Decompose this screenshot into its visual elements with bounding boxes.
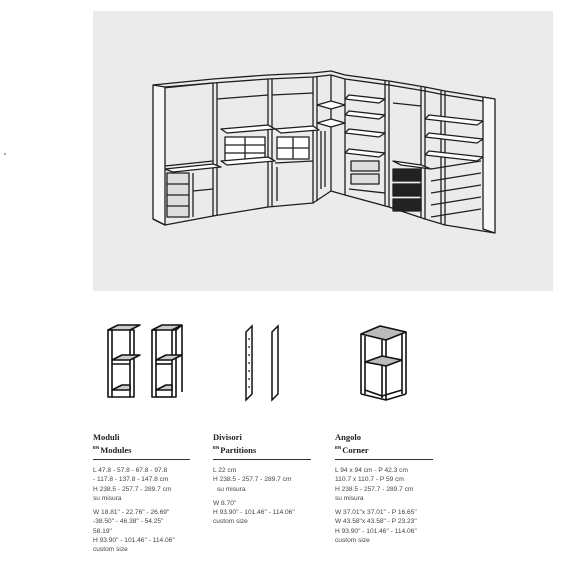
corner-icon <box>358 322 410 407</box>
corner-imperial <box>335 508 433 545</box>
spec-line: - 117.8 - 137.8 - 147.8 cm <box>93 476 169 484</box>
corner-spec-column <box>335 432 433 545</box>
spec-line: H 93.90" - 101.46" - 114.06" <box>93 537 175 545</box>
spec-line: L 22 cm <box>213 467 237 474</box>
partitions-spec-column <box>213 432 311 527</box>
spec-line: H 93.90" - 101.46" - 114.06" <box>213 509 295 517</box>
lang-tag: EN <box>213 445 220 450</box>
modules-title-en <box>93 442 190 456</box>
lang-tag: EN <box>335 445 342 450</box>
spec-line: H 238.5 - 257.7 - 289.7 cm <box>335 485 414 493</box>
spec-line: 58.19" <box>93 527 112 535</box>
modules-metric <box>93 466 190 503</box>
partitions-title-en-text: Partitions <box>220 445 257 455</box>
spec-line: custom size <box>335 537 370 545</box>
spec-line: su misura <box>93 494 122 502</box>
spec-line: H 238.5 - 257.7 - 289.7 cm <box>213 476 292 484</box>
partitions-metric <box>213 466 311 494</box>
stray-mark <box>4 153 6 155</box>
spec-line: custom size <box>213 518 248 526</box>
corner-title-it: Angolo <box>335 432 361 442</box>
partitions-title-it: Divisori <box>213 432 242 442</box>
modules-heading <box>93 432 190 460</box>
partitions-imperial <box>213 499 311 527</box>
spec-line: su misura <box>217 485 246 493</box>
corner-metric <box>335 466 433 503</box>
modules-imperial <box>93 508 190 554</box>
spec-line: L 94 x 94 cm - P 42.3 cm <box>335 467 408 474</box>
spec-line: H 93.90" - 101.46" - 114.06" <box>335 527 417 535</box>
spec-line: L 47.8 - 57.8 - 67.8 - 97.8 <box>93 467 168 474</box>
spec-line: 110.7 x 110.7 - P 59 cm <box>335 476 404 484</box>
spec-line: W 18.81" - 22.76" - 26.69" <box>93 509 170 517</box>
lang-tag: EN <box>93 445 100 450</box>
partitions-title-en <box>213 442 311 456</box>
hero-image <box>93 11 553 291</box>
spec-line: H 238.5 - 257.7 - 289.7 cm <box>93 485 172 493</box>
spec-line: W 43.58"x 43.58" - P 23.23" <box>335 518 417 526</box>
spec-line: -38.50" - 46.38" - 54.25" <box>93 518 164 526</box>
modules-icon <box>105 322 185 407</box>
modules-title-it: Moduli <box>93 432 120 442</box>
corner-title-en <box>335 442 433 456</box>
corner-title-en-text: Corner <box>342 445 369 455</box>
spec-line: W 37.01"x 37.01" - P 16.65" <box>335 509 417 517</box>
spec-line: su misura <box>335 494 364 502</box>
partitions-icon <box>242 322 282 407</box>
corner-heading <box>335 432 433 460</box>
modules-spec-column <box>93 432 190 555</box>
partitions-heading <box>213 432 311 460</box>
spec-line: custom size <box>93 546 128 554</box>
spec-line: W 8.70" <box>213 499 237 507</box>
wardrobe-drawing <box>93 11 553 291</box>
modules-title-en-text: Modules <box>100 445 132 455</box>
